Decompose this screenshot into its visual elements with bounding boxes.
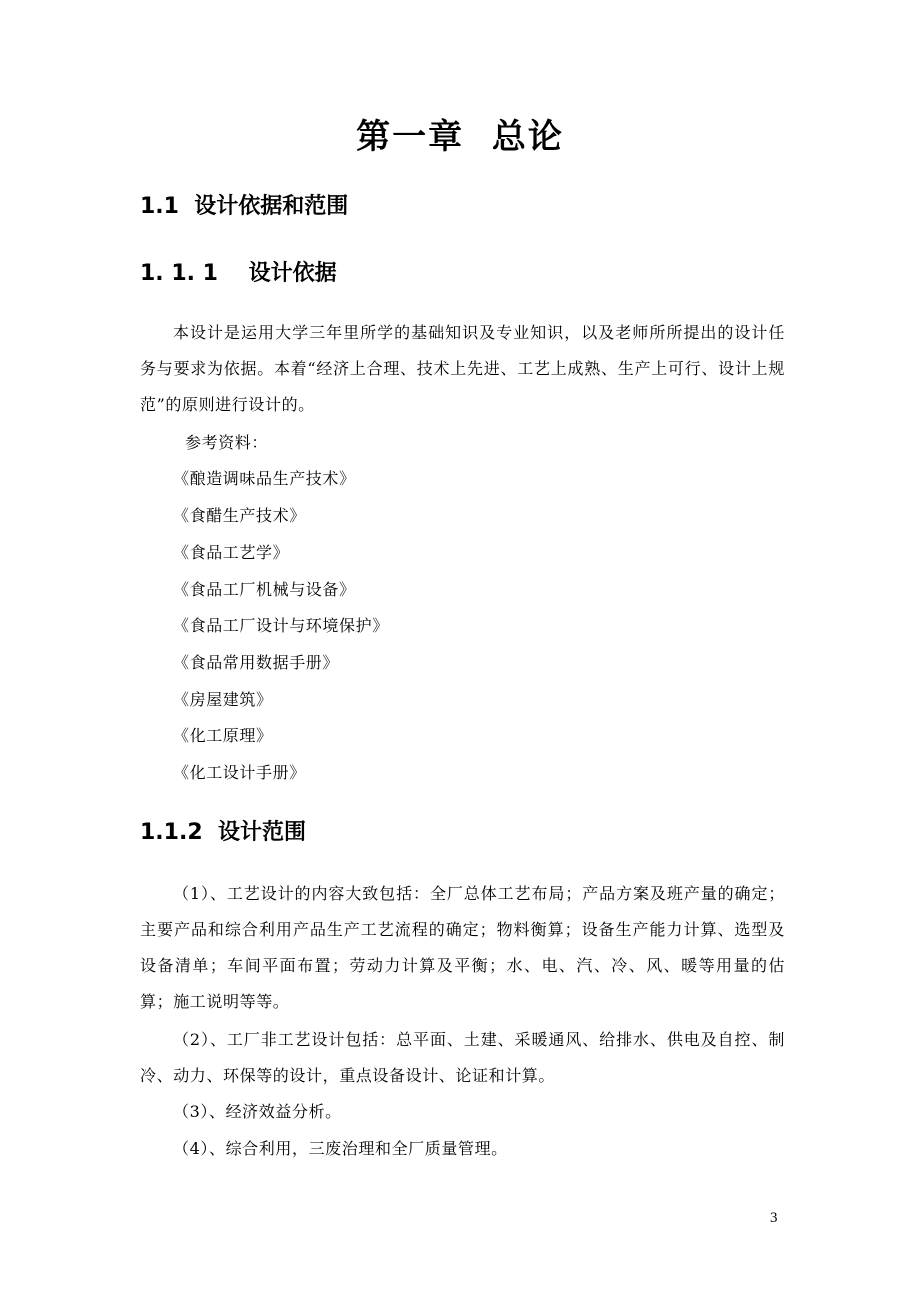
reference-item: 《食品工厂机械与设备》: [173, 580, 356, 599]
reference-item: 《化工原理》: [173, 726, 273, 745]
page-number: 3: [770, 1210, 778, 1226]
section-heading-1-1: 1.1 设计依据和范围: [140, 194, 349, 219]
reference-item: 《食品工艺学》: [173, 543, 290, 562]
reference-item: 《酿造调味品生产技术》: [173, 469, 356, 488]
scope-item-2: （2）、工厂非工艺设计包括：总平面、土建、采暖通风、给排水、供电及自控、制冷、动力、环保等的设计，重点设备设计、论证和计算。: [140, 1030, 785, 1085]
reference-item: 《食品工厂设计与环境保护》: [173, 616, 389, 635]
section-heading-1-1-1: 1. 1. 1 设计依据: [140, 261, 337, 286]
scope-item-3: （3）、经济效益分析。: [173, 1102, 342, 1121]
section-heading-1-1-2: 1.1.2 设计范围: [140, 820, 306, 845]
scope-item-1: （1）、工艺设计的内容大致包括：全厂总体工艺布局；产品方案及班产量的确定；主要产品和综合利用产品生产工艺流程的确定；物料衡算；设备生产能力计算、选型及设备清单；车间平面布置；劳动力计算及平衡；水、电、汽、冷、风、暖等用量的估算；施工说明等等。: [140, 884, 785, 1011]
reference-item: 《食品常用数据手册》: [173, 653, 340, 672]
references-label: 参考资料：: [185, 433, 269, 452]
scope-item-4: （4）、综合利用，三废治理和全厂质量管理。: [173, 1139, 508, 1158]
reference-item: 《化工设计手册》: [173, 763, 306, 782]
reference-item: 《房屋建筑》: [173, 690, 273, 709]
design-basis-paragraph: 本设计是运用大学三年里所学的基础知识及专业知识，以及老师所所提出的设计任务与要求为依据。本着“经济上合理、技术上先进、工艺上成熟、生产上可行、设计上规范”的原则进行设计的。: [140, 323, 785, 414]
reference-item: 《食醋生产技术》: [173, 506, 306, 525]
chapter-title: 第一章 总论: [356, 117, 564, 157]
